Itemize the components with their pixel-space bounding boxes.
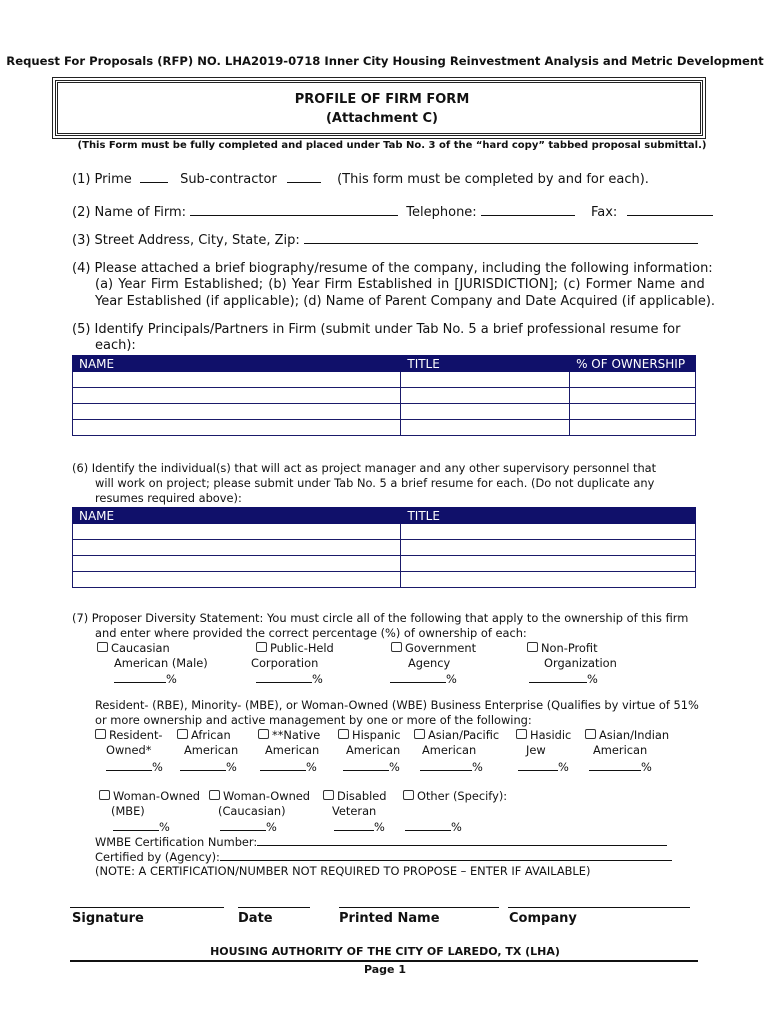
asian-pacific-option[interactable]: Asian/Pacific: [414, 728, 499, 742]
ownership-cell[interactable]: [570, 420, 696, 436]
principals-table: [72, 355, 696, 436]
q2-label: (2) Name of Firm:: [72, 205, 186, 220]
q2-tel-label: Telephone:: [406, 205, 477, 220]
col-name: NAME: [73, 356, 401, 372]
q5-line2: each):: [95, 338, 136, 353]
title-cell[interactable]: [401, 388, 570, 404]
pct-field[interactable]: %: [420, 759, 483, 774]
african-option[interactable]: African: [177, 728, 231, 742]
checkbox[interactable]: [516, 729, 527, 739]
ownership-cell[interactable]: [570, 372, 696, 388]
pct-field[interactable]: %: [529, 671, 598, 686]
asian-indian-option[interactable]: Asian/Indian: [585, 728, 669, 742]
government-line2: Agency: [408, 656, 451, 670]
title-cell[interactable]: [401, 420, 570, 436]
q5-line1: (5) Identify Principals/Partners in Firm (submit under Tab No. 5 a brief professional resume for: [72, 322, 681, 337]
checkbox[interactable]: [177, 729, 188, 739]
name-cell[interactable]: [73, 420, 401, 436]
non-profit-line2: Organization: [544, 656, 617, 670]
instruction-note: (This Form must be fully completed and placed under Tab No. 3 of the “hard copy” tabbed proposal submittal.): [77, 140, 707, 151]
non-profit-option[interactable]: Non-Profit: [527, 641, 598, 655]
table-row: [73, 420, 696, 436]
form-subtitle: (Attachment C): [325, 111, 438, 126]
pct-field[interactable]: %: [113, 819, 170, 834]
col-name: NAME: [73, 508, 401, 524]
pct-field[interactable]: %: [518, 759, 569, 774]
q1-prime-label: (1) Prime: [72, 172, 132, 187]
disabled-veteran-option[interactable]: Disabled: [323, 789, 386, 803]
certified-field[interactable]: [220, 849, 672, 861]
hispanic-line2: American: [346, 743, 401, 757]
page-number: Page 1: [363, 963, 406, 976]
printed-name-line[interactable]: [339, 907, 499, 908]
company-line[interactable]: [508, 907, 690, 908]
african-line2: American: [184, 743, 239, 757]
q7-para1: Resident- (RBE), Minority- (MBE), or Woman-Owned (WBE) Business Enterprise (Qualifies by virtue of 51%: [95, 698, 699, 712]
signature-label: Signature: [72, 911, 144, 926]
caucasian-line2: American (Male): [114, 656, 208, 670]
checkbox[interactable]: [403, 790, 414, 800]
footer: HOUSING AUTHORITY OF THE CITY OF LAREDO, TX (LHA): [210, 945, 560, 958]
name-cell[interactable]: [73, 572, 401, 588]
title-box: [55, 80, 703, 136]
address-field[interactable]: [304, 232, 698, 244]
hasidic-line2: Jew: [526, 743, 546, 757]
asian-pacific-line2: American: [422, 743, 477, 757]
company-label: Company: [509, 911, 577, 926]
col-title: TITLE: [401, 356, 570, 372]
col-ownership: % OF OWNERSHIP: [570, 356, 696, 372]
public-held-line2: Corporation: [251, 656, 319, 670]
asian-indian-line2: American: [593, 743, 648, 757]
certified-row: [95, 849, 672, 864]
woman-owned-caucasian-line2: (Caucasian): [218, 804, 286, 818]
col-title: TITLE: [401, 508, 696, 524]
ownership-cell[interactable]: [570, 404, 696, 420]
title-cell[interactable]: [401, 372, 570, 388]
name-cell[interactable]: [73, 372, 401, 388]
checkbox[interactable]: [256, 642, 267, 652]
q6-line3: resumes required above):: [95, 491, 242, 505]
pct-field[interactable]: %: [256, 671, 323, 686]
table-row: [73, 556, 696, 572]
name-cell[interactable]: [73, 388, 401, 404]
pct-field[interactable]: %: [106, 759, 163, 774]
woman-owned-mbe-option[interactable]: Woman-Owned: [99, 789, 200, 803]
q2-fax-label: Fax:: [590, 205, 618, 220]
checkbox[interactable]: [99, 790, 110, 800]
disabled-veteran-line2: Veteran: [332, 804, 377, 818]
pct-field[interactable]: %: [405, 819, 462, 834]
checkbox[interactable]: [323, 790, 334, 800]
woman-owned-caucasian-option[interactable]: Woman-Owned: [209, 789, 310, 803]
q6-line2: will work on project; please submit under Tab No. 5 a brief resume for each. (Do not duplicate any: [95, 476, 655, 490]
date-line[interactable]: [238, 907, 310, 908]
q7-line1: (7) Proposer Diversity Statement: You must circle all of the following that apply to the ownership of this firm: [72, 611, 689, 625]
q2-row: [72, 204, 713, 220]
table-row: [73, 524, 696, 540]
wmbe-label: WMBE Certification Number:: [95, 835, 258, 849]
native-option[interactable]: **Native: [258, 728, 320, 742]
name-cell[interactable]: [73, 556, 401, 572]
checkbox[interactable]: [209, 790, 220, 800]
firm-name-field[interactable]: [190, 204, 398, 216]
checkbox[interactable]: [258, 729, 269, 739]
title-cell[interactable]: [401, 572, 696, 588]
printed-name-label: Printed Name: [339, 911, 440, 926]
checkbox[interactable]: [585, 729, 596, 739]
date-label: Date: [238, 911, 273, 926]
table-row: [73, 388, 696, 404]
name-cell[interactable]: [73, 540, 401, 556]
q4-line1: (4) Please attached a brief biography/resume of the company, including the following information:: [72, 261, 713, 276]
checkbox[interactable]: [95, 729, 106, 739]
wmbe-field[interactable]: [257, 834, 667, 846]
other-option[interactable]: Other (Specify):: [403, 789, 507, 803]
table-row: [73, 572, 696, 588]
q4-line3: Year Established (if applicable); (d) Name of Parent Company and Date Acquired (if applicable).: [95, 294, 716, 309]
prime-field[interactable]: [140, 171, 168, 183]
checkbox[interactable]: [391, 642, 402, 652]
fax-field[interactable]: [627, 204, 713, 216]
checkbox[interactable]: [414, 729, 425, 739]
native-line2: American: [265, 743, 320, 757]
footer-rule: [70, 960, 698, 962]
table-row: [73, 404, 696, 420]
hasidic-option[interactable]: Hasidic: [516, 728, 571, 742]
document-header: Request For Proposals (RFP) NO. LHA2019-0718 Inner City Housing Reinvestment Analysis and Metric Development: [6, 54, 764, 68]
q3-label: (3) Street Address, City, State, Zip:: [72, 233, 300, 248]
q7-para2: or more ownership and active management by one or more of the following:: [95, 713, 532, 727]
hispanic-option[interactable]: Hispanic: [338, 728, 401, 742]
certified-label: Certified by (Agency):: [95, 850, 220, 864]
caucasian-option[interactable]: Caucasian: [97, 641, 170, 655]
woman-owned-mbe-line2: (MBE): [111, 804, 145, 818]
public-held-option[interactable]: Public-Held: [256, 641, 334, 655]
pct-field[interactable]: %: [390, 671, 457, 686]
pct-field[interactable]: %: [220, 819, 277, 834]
resident-option[interactable]: Resident-: [95, 728, 163, 742]
title-cell[interactable]: [401, 556, 696, 572]
q6-line1: (6) Identify the individual(s) that will act as project manager and any other supervisory personnel that: [72, 461, 657, 475]
q1-row: [72, 171, 649, 187]
pct-field[interactable]: %: [260, 759, 317, 774]
certification-note: (NOTE: A CERTIFICATION/NUMBER NOT REQUIRED TO PROPOSE – ENTER IF AVAILABLE): [95, 864, 591, 878]
signature-line[interactable]: [70, 907, 224, 908]
pct-field[interactable]: %: [343, 759, 400, 774]
government-option[interactable]: Government: [391, 641, 476, 655]
table-row: [73, 540, 696, 556]
resident-line2: Owned*: [106, 743, 152, 757]
checkbox[interactable]: [527, 642, 538, 652]
q4-line2: (a) Year Firm Established; (b) Year Firm Established in [JURISDICTION]; (c) Former Name and: [95, 277, 705, 292]
ownership-cell[interactable]: [570, 388, 696, 404]
supervisors-table: [72, 507, 696, 588]
name-cell[interactable]: [73, 404, 401, 420]
checkbox[interactable]: [97, 642, 108, 652]
q1-note: (This form must be completed by and for each).: [337, 172, 649, 187]
title-cell[interactable]: [401, 524, 696, 540]
subcontractor-field[interactable]: [287, 171, 321, 183]
q1-sub-label: Sub-contractor: [180, 172, 277, 187]
pct-field[interactable]: %: [114, 671, 177, 686]
title-cell[interactable]: [401, 540, 696, 556]
table-row: [73, 372, 696, 388]
form-title: PROFILE OF FIRM FORM: [294, 92, 470, 107]
checkbox[interactable]: [338, 729, 349, 739]
wmbe-row: [95, 834, 667, 849]
name-cell[interactable]: [73, 524, 401, 540]
telephone-field[interactable]: [481, 204, 575, 216]
pct-field[interactable]: %: [180, 759, 237, 774]
title-cell[interactable]: [401, 404, 570, 420]
q7-line2: and enter where provided the correct percentage (%) of ownership of each:: [95, 626, 527, 640]
pct-field[interactable]: %: [334, 819, 385, 834]
pct-field[interactable]: %: [589, 759, 652, 774]
q3-row: [72, 232, 698, 248]
